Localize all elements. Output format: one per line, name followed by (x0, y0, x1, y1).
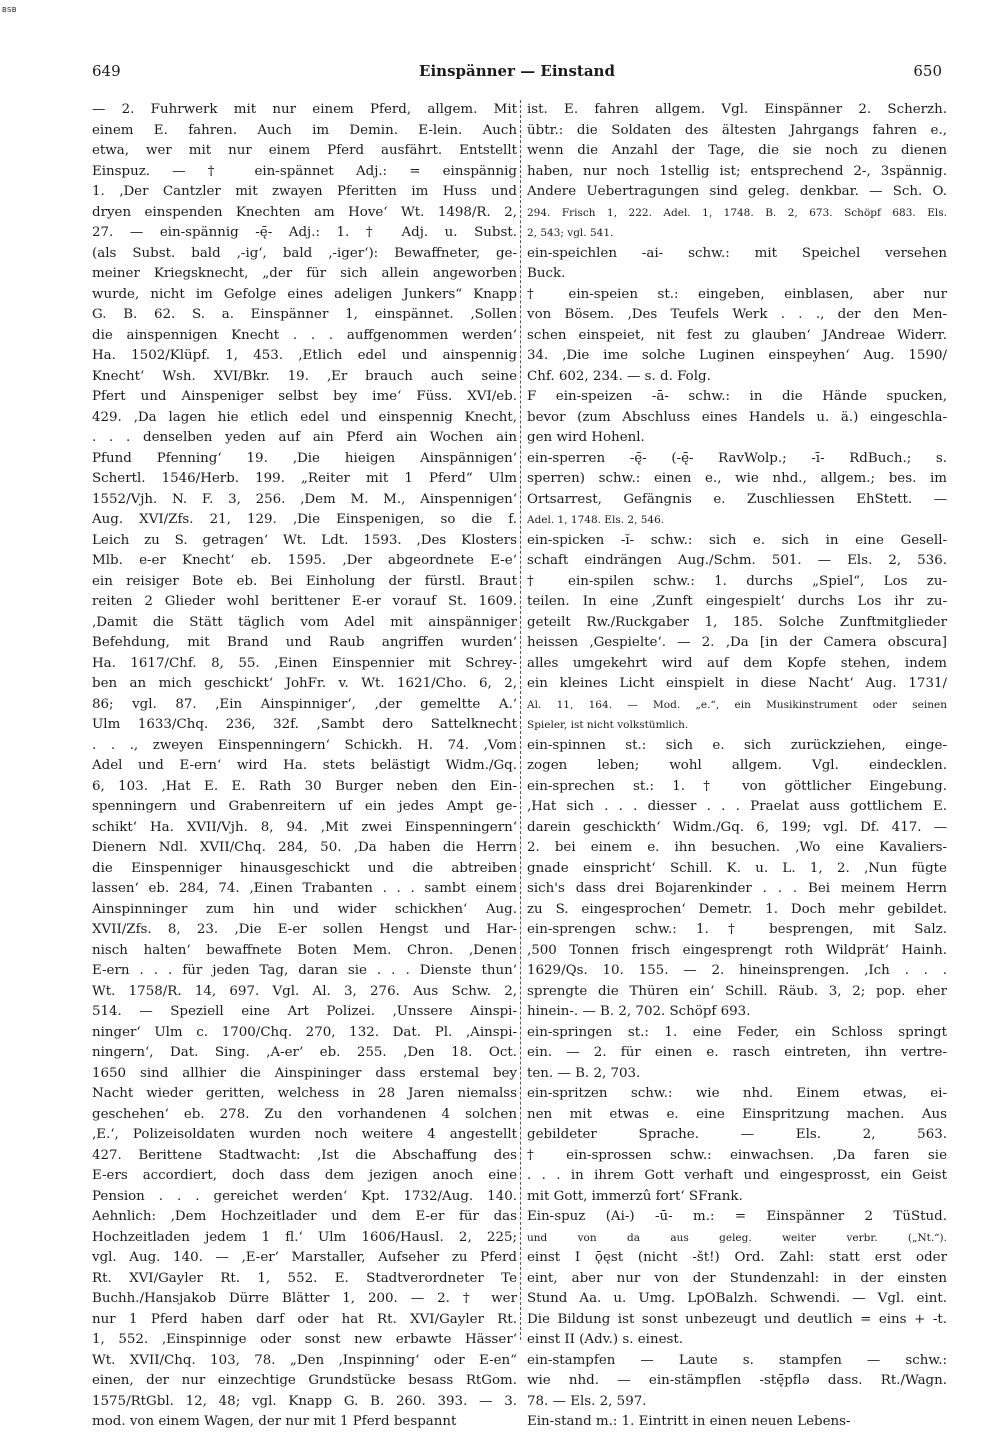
text-line: mit Gott, immerzû fort‘ SFrank. (527, 1188, 743, 1204)
text-line: gen wird Hohenl. (527, 430, 645, 445)
text-line: Rt. XVI/Gayler Rt. 1, 552. E. Stadtverordneter Te (92, 1270, 517, 1286)
text-line: spenningern und Grabenreitern uf ein jedes Ampt ge- (92, 799, 517, 814)
text-line: Spieler, ist nicht volkstümlich. (527, 719, 689, 731)
text-line: 34. ‚Die ime solche Luginen einspeyhen‘ Aug. 1590/ (527, 348, 947, 363)
text-line: 6, 103. ‚Hat E. E. Rath 30 Burger neben den Ein- (92, 778, 517, 794)
text-line: teilen. In eine ‚Zunft eingespielt‘ durchs Los ihr zu- (527, 594, 947, 609)
text-line: 86; vgl. 87. ‚Ein Ainspinniger‘, ‚der gemeltte A.‘ (92, 696, 517, 712)
text-line: 427. Berittene Stadtwacht: ‚Ist die Abschaffung des (92, 1147, 517, 1163)
text-line: Wt. 1758/R. 14, 697. Vgl. Al. 3, 276. Aus Schw. 2, (92, 983, 517, 999)
text-line: ein-sprengen schw.: 1. † besprengen, mit Salz. (527, 922, 947, 937)
text-line: Pension . . . gereichet werden‘ Kpt. 1732/Aug. 140. (92, 1188, 517, 1204)
text-line: dryen einspenden Knechten am Hove‘ Wt. 1498/R. 2, (92, 204, 517, 220)
text-line: Ein-spuz (Ai-) -ū- m.: = Einspänner 2 TüStud. (527, 1209, 947, 1224)
text-line: Ainspinninger zum hin und wider schickhen‘ Aug. (92, 901, 517, 917)
text-line: bevor (zum Abschluss eines Handels u. ä.) eingeschla- (527, 409, 947, 425)
text-line: übtr.: die Soldaten des ältesten Jahrgangs fahren e., (527, 122, 947, 138)
text-line: ben an mich geschickt‘ JohFr. v. Wt. 1621/Cho. 6, 2, (92, 676, 517, 691)
text-line: nen mit etwas e. eine Einspritzung machen. Aus (527, 1106, 947, 1122)
page-number-right: 650 (913, 62, 942, 80)
text-line: Einspuz. — † ein-spännet Adj.: = einspännig (92, 163, 517, 179)
text-line: einst II (Adv.) s. einest. (527, 1332, 684, 1347)
text-line: † ein-sprossen schw.: einwachsen. ‚Da faren sie (527, 1147, 947, 1163)
text-line: ein-stampfen — Laute s. stampfen — schw.: (527, 1352, 947, 1368)
text-line: . . . in ihrem Gott verhaft und eingesprosst, ein Geist (527, 1168, 947, 1183)
text-line: Pfund Pfenning‘ 19. ‚Die hieigen Ainspännigen‘ (92, 450, 517, 466)
text-line: schaft eindrängen Aug./Schm. 501. — Els. 2, 536. (527, 553, 947, 568)
text-line: Ortsarrest, Gefängnis e. Zuschliessen EhStett. — (527, 491, 947, 507)
text-line: und von da aus geleg. weiter verbr. („Nt.“). (527, 1231, 947, 1244)
text-line: 1, 552. ‚Einspinnige oder sonst new erbawte Hässer‘ (92, 1332, 517, 1347)
text-line: . . . denselben yeden auf ain Pferd ain Wochen ain (92, 430, 517, 445)
text-line: ‚Damit die Stätt täglich vom Adel mit ainspänniger (92, 614, 517, 630)
text-line: schikt‘ Ha. XVII/Vjh. 8, 94. ‚Mit zwei Einspenningern‘ (92, 819, 517, 835)
text-line: 429. ‚Da lagen hie etlich edel und einspennig Knecht, (92, 409, 517, 425)
text-line: F ein-speizen -ā- schw.: in die Hände spucken, (527, 389, 947, 404)
text-line: zogen leben; wohl allgem. Vgl. eindecklen. (527, 758, 947, 773)
text-line: ein-spicken -ĭ- schw.: sich e. sich in eine Gesell- (527, 532, 947, 548)
text-line: Nacht wieder geritten, welchess in 28 Jaren niemalss (92, 1086, 517, 1101)
text-line: Befehdung, mit Brand und Raub angriffen wurden‘ (92, 635, 517, 650)
text-line: Wt. XVII/Chq. 103, 78. „Den ‚Inspinning‘ oder E-en“ (92, 1352, 517, 1368)
text-line: 1. ‚Der Cantzler mit zwayen Pferitten im Huss und (92, 184, 517, 199)
text-line: eint, aber nur von der Stundenzahl: in der einsten (527, 1270, 947, 1286)
text-line: reiten 2 Glieder wohl berittener E-er vorauf St. 1609. (92, 594, 517, 609)
text-line: Pfert und Ainspeniger selbst bey ime‘ Füss. XVI/eb. (92, 389, 517, 404)
text-line: Dienern Ndl. XVII/Chq. 284, 50. ‚Da haben die Herrn (92, 840, 517, 855)
text-line: nur 1 Pferd haben darf oder hat Rt. XVI/Gayler Rt. (92, 1311, 517, 1327)
text-line: mod. von einem Wagen, der nur mit 1 Pferd bespannt (92, 1414, 457, 1429)
text-line: darein geschickth‘ Widm./Gq. 6, 199; vgl. Df. 417. — (527, 819, 947, 835)
text-line: G. B. 62. S. a. Einspänner 1, einspännet. ‚Sollen (92, 307, 517, 322)
text-line: ningern‘, Dat. Sing. ‚A-er‘ eb. 255. ‚Den 18. Oct. (92, 1045, 517, 1060)
text-line: ‚Hat sich . . . diesser . . . Praelat auss gottlichem E. (527, 799, 947, 814)
text-line: (als Subst. bald ‚-ig‘, bald ‚-iger‘): Bewaffneter, ge- (92, 245, 517, 261)
text-line: ein-springen st.: 1. eine Feder, ein Schloss springt (527, 1024, 947, 1040)
text-line: Hochzeitladen jedem 1 fl.‘ Ulm 1606/Hausl. 2, 225; (92, 1229, 517, 1245)
text-line: Adel und E-ern‘ wird Ha. stets belästigt Widm./Gq. (92, 758, 517, 773)
text-line: ist. E. fahren allgem. Vgl. Einspänner 2. Scherzh. (527, 102, 947, 117)
text-line: Ulm 1633/Chq. 236, 32f. ‚Sambt dero Sattelknecht (92, 717, 517, 732)
text-line: Adel. 1, 1748. Els. 2, 546. (527, 514, 665, 526)
text-line: Ha. 1502/Klüpf. 1, 453. ‚Etlich edel und ainspennig (92, 348, 517, 363)
text-line: † ein-speien st.: eingeben, einblasen, aber nur (527, 286, 947, 302)
text-line: wenn die Anzahl der Tage, die sie noch zu dienen (527, 143, 947, 158)
text-line: † ein-spilen schw.: 1. durchs „Spiel“, Los zu- (527, 573, 947, 589)
text-line: 78. — Els. 2, 597. (527, 1393, 647, 1409)
text-line: ein-sperren -ę̄- (-ę̄- RavWolp.; -ī- RdBuch.; s. (527, 450, 947, 466)
text-line: 1575/RtGbl. 12, 48; vgl. Knapp G. B. 260. 393. — 3. (92, 1393, 517, 1409)
text-line: ninger‘ Ulm c. 1700/Chq. 270, 132. Dat. Pl. ‚Ainspi- (92, 1024, 517, 1040)
text-line: lassen‘ eb. 284, 74. ‚Einen Trabanten . . . sambt einem (92, 881, 517, 896)
text-line: XVII/Zfs. 8, 23. ‚Die E-er sollen Hengst und Har- (92, 922, 517, 937)
text-line: etwa, wer mit nur einem Pferd ausfährt. Entstellt (92, 143, 517, 158)
text-line: E-ern . . . für jeden Tag, daran sie . . . Dienste thun‘ (92, 963, 517, 978)
text-line: Aehnlich: ‚Dem Hochzeitlader und dem E-er für das (92, 1209, 517, 1224)
text-line: nisch halten‘ bewaffnete Boten Mem. Chron. ‚Denen (92, 942, 517, 958)
text-line: 1629/Qs. 10. 155. — 2. hineinsprengen. ‚Ich . . . (527, 963, 947, 978)
text-line: ein reisiger Bote eb. Bei Einholung der fürstl. Braut (92, 573, 517, 589)
page-number-left: 649 (92, 62, 121, 80)
text-line: Andere Uebertragungen sind geleg. denkbar. — Sch. O. (527, 184, 947, 199)
text-line: 1650 sind allhier die Ainspininger dass erstemal bey (92, 1065, 517, 1081)
right-column (527, 100, 947, 1433)
text-line: zu S. eingesprochen‘ Demetr. 1. Doch mehr gebildet. (527, 901, 947, 917)
text-line: Ha. 1617/Chf. 8, 55. ‚Einen Einspennier mit Schrey- (92, 655, 517, 671)
text-line: . . ., zweyen Einspenningern‘ Schickh. H. 74. ‚Vom (92, 737, 517, 753)
page-header (92, 62, 942, 84)
text-line: 294. Frisch 1, 222. Adel. 1, 1748. B. 2, 673. Schöpf 683. Els. (527, 206, 947, 219)
text-line: sich's dass drei Bojarenkinder . . . Bei meinem Herrn (527, 881, 947, 896)
text-line: vgl. Aug. 140. — ‚E-er‘ Marstaller, Aufseher zu Pferd (92, 1250, 517, 1265)
text-line: Al. 11, 164. — Mod. „e.“, ein Musikinstrument oder seinen (527, 698, 947, 711)
text-line: schen einspeiet, nit fest zu glauben‘ JAndreae Widerr. (527, 327, 947, 343)
text-line: Chf. 602, 234. — s. d. Folg. (527, 368, 711, 384)
text-line: ein-speichlen -ai- schw.: mit Speichel versehen (527, 245, 947, 261)
text-line: Stund Aa. u. Umg. LpOBalzh. Schwendi. — Vgl. eint. (527, 1291, 947, 1306)
text-line: ein. — 2. für einen e. rasch eintreten, ihn vertre- (527, 1045, 947, 1060)
text-line: ein-spritzen schw.: wie nhd. Einem etwas, ei- (527, 1086, 947, 1101)
text-line: 2, 543; vgl. 541. (527, 227, 614, 239)
text-line: wie nhd. — ein-stämpflen -stę̄pflə dass. Rt./Wagn. (527, 1373, 947, 1388)
text-line: geschehen‘ eb. 278. Zu den vorhandenen 4 solchen (92, 1106, 517, 1122)
text-line: ‚500 Tonnen frisch eingesprengt roth Wildprät‘ Hainh. (527, 942, 947, 958)
text-line: einen, der nur einzechtige Grundstücke besass RtGom. (92, 1373, 517, 1388)
text-line: — 2. Fuhrwerk mit nur einem Pferd, allgem. Mit (92, 102, 517, 117)
column-divider (520, 100, 521, 1340)
text-line: ‚E.‘, Polizeisoldaten wurden noch weitere 4 angestellt (92, 1127, 517, 1142)
text-line: gebildeter Sprache. — Els. 2, 563. (527, 1127, 947, 1142)
text-line: 1552/Vjh. N. F. 3, 256. ‚Dem M. M., Ainspennigen‘ (92, 491, 517, 507)
text-line: hinein-. — B. 2, 702. Schöpf 693. (527, 1004, 751, 1019)
text-line: Die Bildung ist sonst unbezeugt und deutlich = eins + -t. (527, 1311, 947, 1327)
text-line: ein-spinnen st.: sich e. sich zurückziehen, einge- (527, 737, 947, 753)
text-line: wurde, nicht im Gefolge eines adeligen Junkers“ Knapp (92, 286, 517, 302)
text-line: ein-sprechen st.: 1. † von göttlicher Eingebung. (527, 778, 947, 794)
text-line: Buck. (527, 266, 566, 281)
text-line: gnade einspricht‘ Schill. K. u. L. 1, 2. ‚Nun fügte (527, 860, 947, 876)
text-line: die ainspennigen Knecht . . . auffgenommen werden‘ (92, 327, 517, 343)
running-title: Einspänner — Einstand (419, 62, 615, 80)
text-line: alles umgekehrt wird auf dem Kopfe stehen, indem (527, 655, 947, 671)
text-line: die Einspenniger hinausgeschickt und die abtreiben (92, 860, 517, 876)
text-line: haben, nur noch 1stellig ist; entsprechend 2-, 3spännig. (527, 163, 947, 179)
text-line: einem E. fahren. Auch im Demin. E-lein. Auch (92, 122, 517, 138)
text-line: 514. — Speziell eine Art Polizei. ‚Unssere Ainspi- (92, 1004, 517, 1019)
text-line: heissen ‚Gespielte‘. — 2. ‚Da [in der Camera obscura] (527, 635, 947, 650)
text-line: geteilt Rw./Ruckgaber 1, 185. Solche Zunftmitglieder (527, 614, 947, 630)
text-line: meiner Kriegsknecht, „der für sich allein angeworben (92, 266, 517, 281)
text-line: Knecht‘ Wsh. XVI/Bkr. 19. ‚Er brauch auch seine (92, 368, 517, 384)
text-line: ein kleines Licht einspielt in diese Nacht‘ Aug. 1731/ (527, 676, 947, 691)
text-line: Schertl. 1546/Herb. 199. „Reiter mit 1 Pferd“ Ulm (92, 471, 517, 486)
text-line: Aug. XVI/Zfs. 21, 129. ‚Die Einspenigen, so die f. (92, 512, 517, 527)
text-line: Buchh./Hansjakob Dürre Blätter 1, 200. — 2. † wer (92, 1291, 517, 1306)
text-line: von Bösem. ‚Des Teufels Werk . . ., der den Men- (527, 307, 947, 322)
text-line: einst I ǭęst (nicht -št!) Ord. Zahl: statt erst oder (527, 1250, 947, 1265)
text-line: 2. bei einem e. ihn besuchen. ‚Wo eine Kavaliers- (527, 840, 947, 855)
text-line: Leich zu S. getragen‘ Wt. Ldt. 1593. ‚Des Klosters (92, 532, 517, 548)
text-line: Ein-stand m.: 1. Eintritt in einen neuen Lebens- (527, 1414, 851, 1429)
left-column (92, 100, 517, 1433)
text-line: 27. — ein-spännig -ę̄- Adj.: 1. † Adj. u. Subst. (92, 225, 517, 240)
text-line: sperren) schw.: einen e., wie nhd., allgem.; bes. im (527, 471, 947, 486)
text-line: ten. — B. 2, 703. (527, 1065, 641, 1081)
text-line: E-ers accordiert, doch dass dem jezigen anoch eine (92, 1168, 517, 1183)
text-line: sprengte die Thüren ein‘ Schill. Räub. 3, 2; pop. eher (527, 983, 947, 999)
library-mark: BSB (2, 6, 17, 14)
text-line: Mlb. e-er Knecht‘ eb. 1595. ‚Der abgeordnete E-e‘ (92, 553, 517, 568)
